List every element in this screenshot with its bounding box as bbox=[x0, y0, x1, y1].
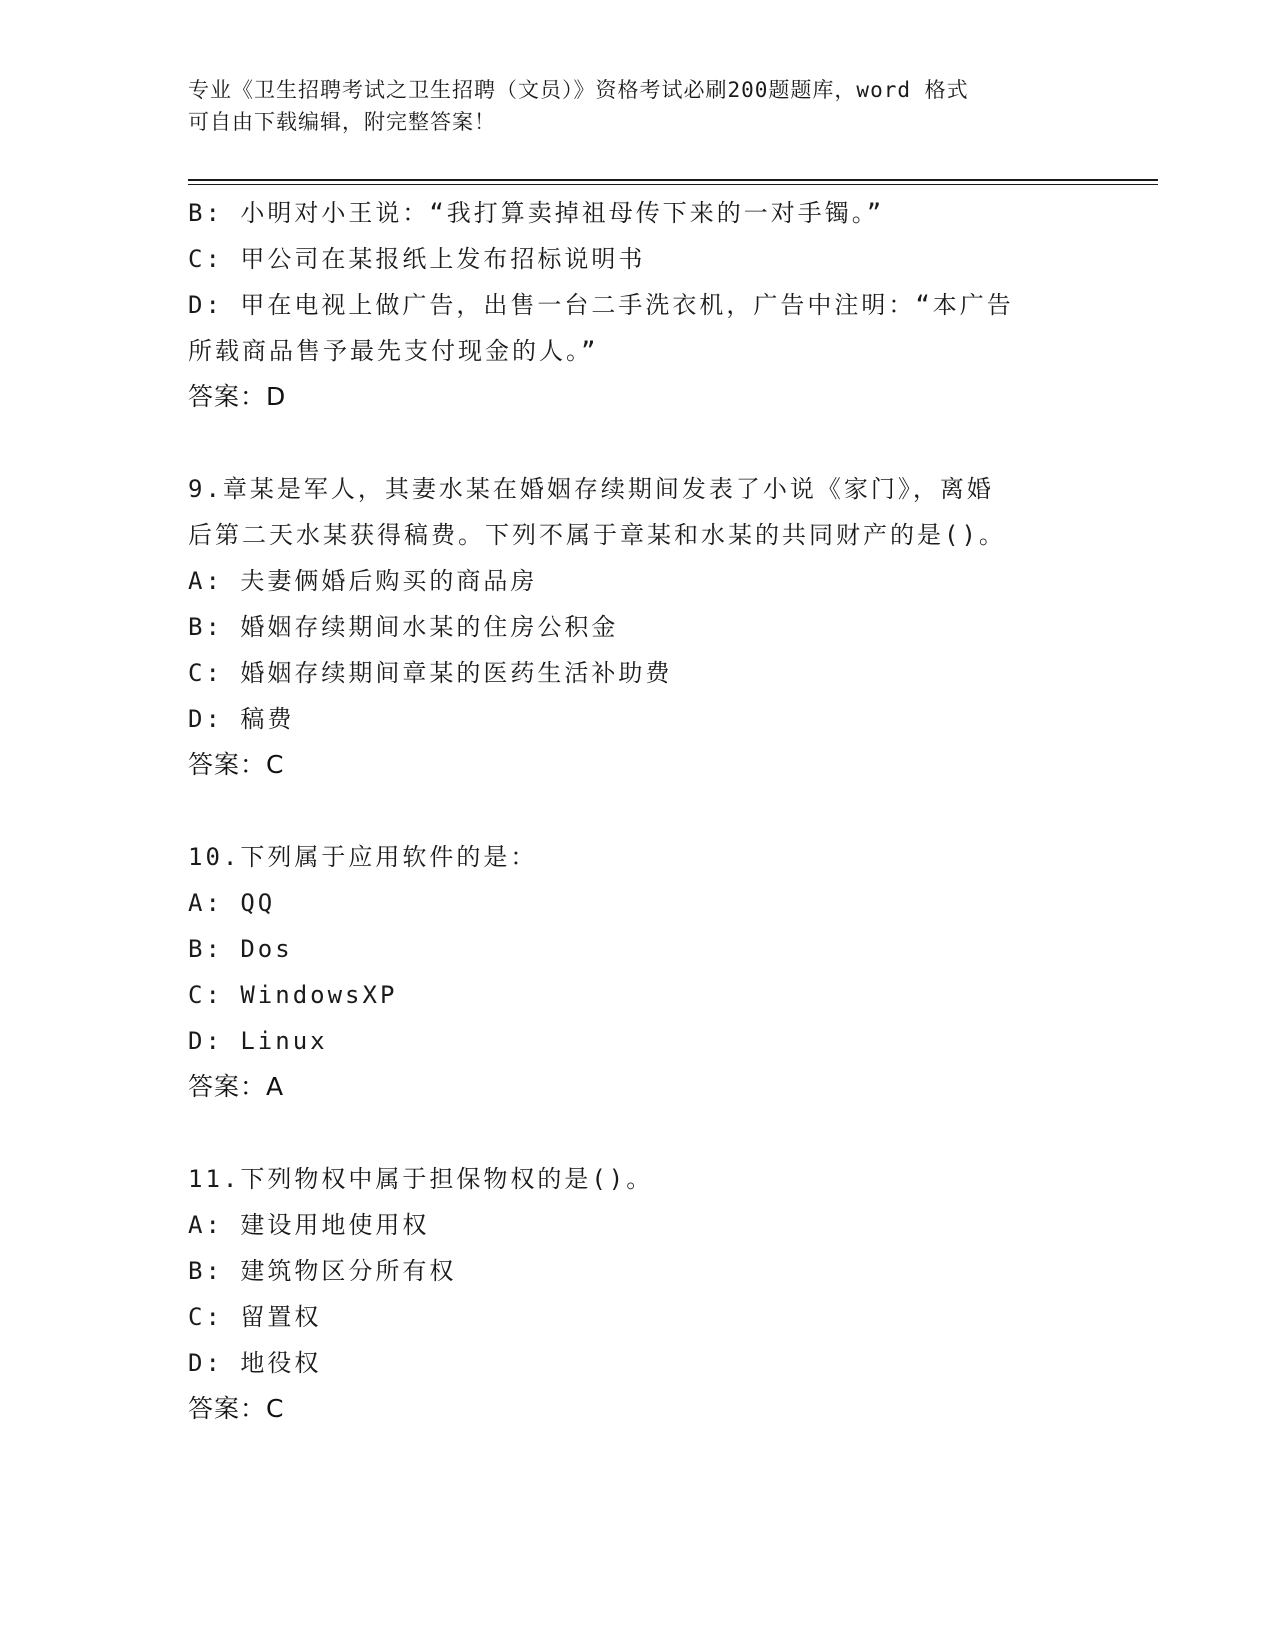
header-title-line-1: 专业《卫生招聘考试之卫生招聘（文员）》资格考试必刷200题题库，word 格式 bbox=[188, 78, 969, 102]
option-b: B: 婚姻存续期间水某的住房公积金 bbox=[188, 613, 619, 641]
question-stem: 11.下列物权中属于担保物权的是()。 bbox=[188, 1165, 654, 1193]
option-b: B: Dos bbox=[188, 935, 293, 963]
header-title-line-2: 可自由下载编辑，附完整答案！ bbox=[188, 110, 496, 134]
question-stem: 10.下列属于应用软件的是： bbox=[188, 843, 538, 871]
option-c: C: 留置权 bbox=[188, 1303, 322, 1331]
option-d: D: 稿费 bbox=[188, 705, 295, 733]
option-b: B: 建筑物区分所有权 bbox=[188, 1257, 457, 1285]
answer-line: 答案：C bbox=[188, 750, 285, 779]
spacer bbox=[188, 1110, 1088, 1156]
option-c: C: WindowsXP bbox=[188, 981, 398, 1009]
spacer bbox=[188, 788, 1088, 834]
option-a: A: QQ bbox=[188, 889, 276, 917]
option-a: A: 建设用地使用权 bbox=[188, 1211, 430, 1239]
question-stem-continued: 后第二天水某获得稿费。下列不属于章某和水某的共同财产的是()。 bbox=[188, 521, 1006, 549]
answer-line: 答案：C bbox=[188, 1394, 285, 1423]
option-c: C: 婚姻存续期间章某的医药生活补助费 bbox=[188, 659, 673, 687]
option-d-continued: 所载商品售予最先支付现金的人。” bbox=[188, 337, 599, 365]
document-header bbox=[188, 74, 1088, 138]
question-list bbox=[188, 190, 1088, 1432]
option-a: A: 夫妻俩婚后购买的商品房 bbox=[188, 567, 538, 595]
answer-line: 答案：D bbox=[188, 382, 287, 411]
question-block-11 bbox=[188, 1156, 1088, 1432]
option-d: D: 地役权 bbox=[188, 1349, 322, 1377]
header-divider-thin bbox=[188, 184, 1158, 185]
question-stem: 9.章某是军人，其妻水某在婚姻存续期间发表了小说《家门》，离婚 bbox=[188, 475, 994, 503]
answer-line: 答案：A bbox=[188, 1072, 285, 1101]
question-block-10 bbox=[188, 834, 1088, 1110]
question-block-continued bbox=[188, 190, 1088, 420]
option-b: B: 小明对小王说：“我打算卖掉祖母传下来的一对手镯。” bbox=[188, 199, 885, 227]
question-block-9 bbox=[188, 466, 1088, 788]
option-c: C: 甲公司在某报纸上发布招标说明书 bbox=[188, 245, 646, 273]
header-divider-thick bbox=[188, 179, 1158, 181]
option-d: D: Linux bbox=[188, 1027, 328, 1055]
spacer bbox=[188, 420, 1088, 466]
option-d: D: 甲在电视上做广告，出售一台二手洗衣机，广告中注明：“本广告 bbox=[188, 291, 1014, 319]
